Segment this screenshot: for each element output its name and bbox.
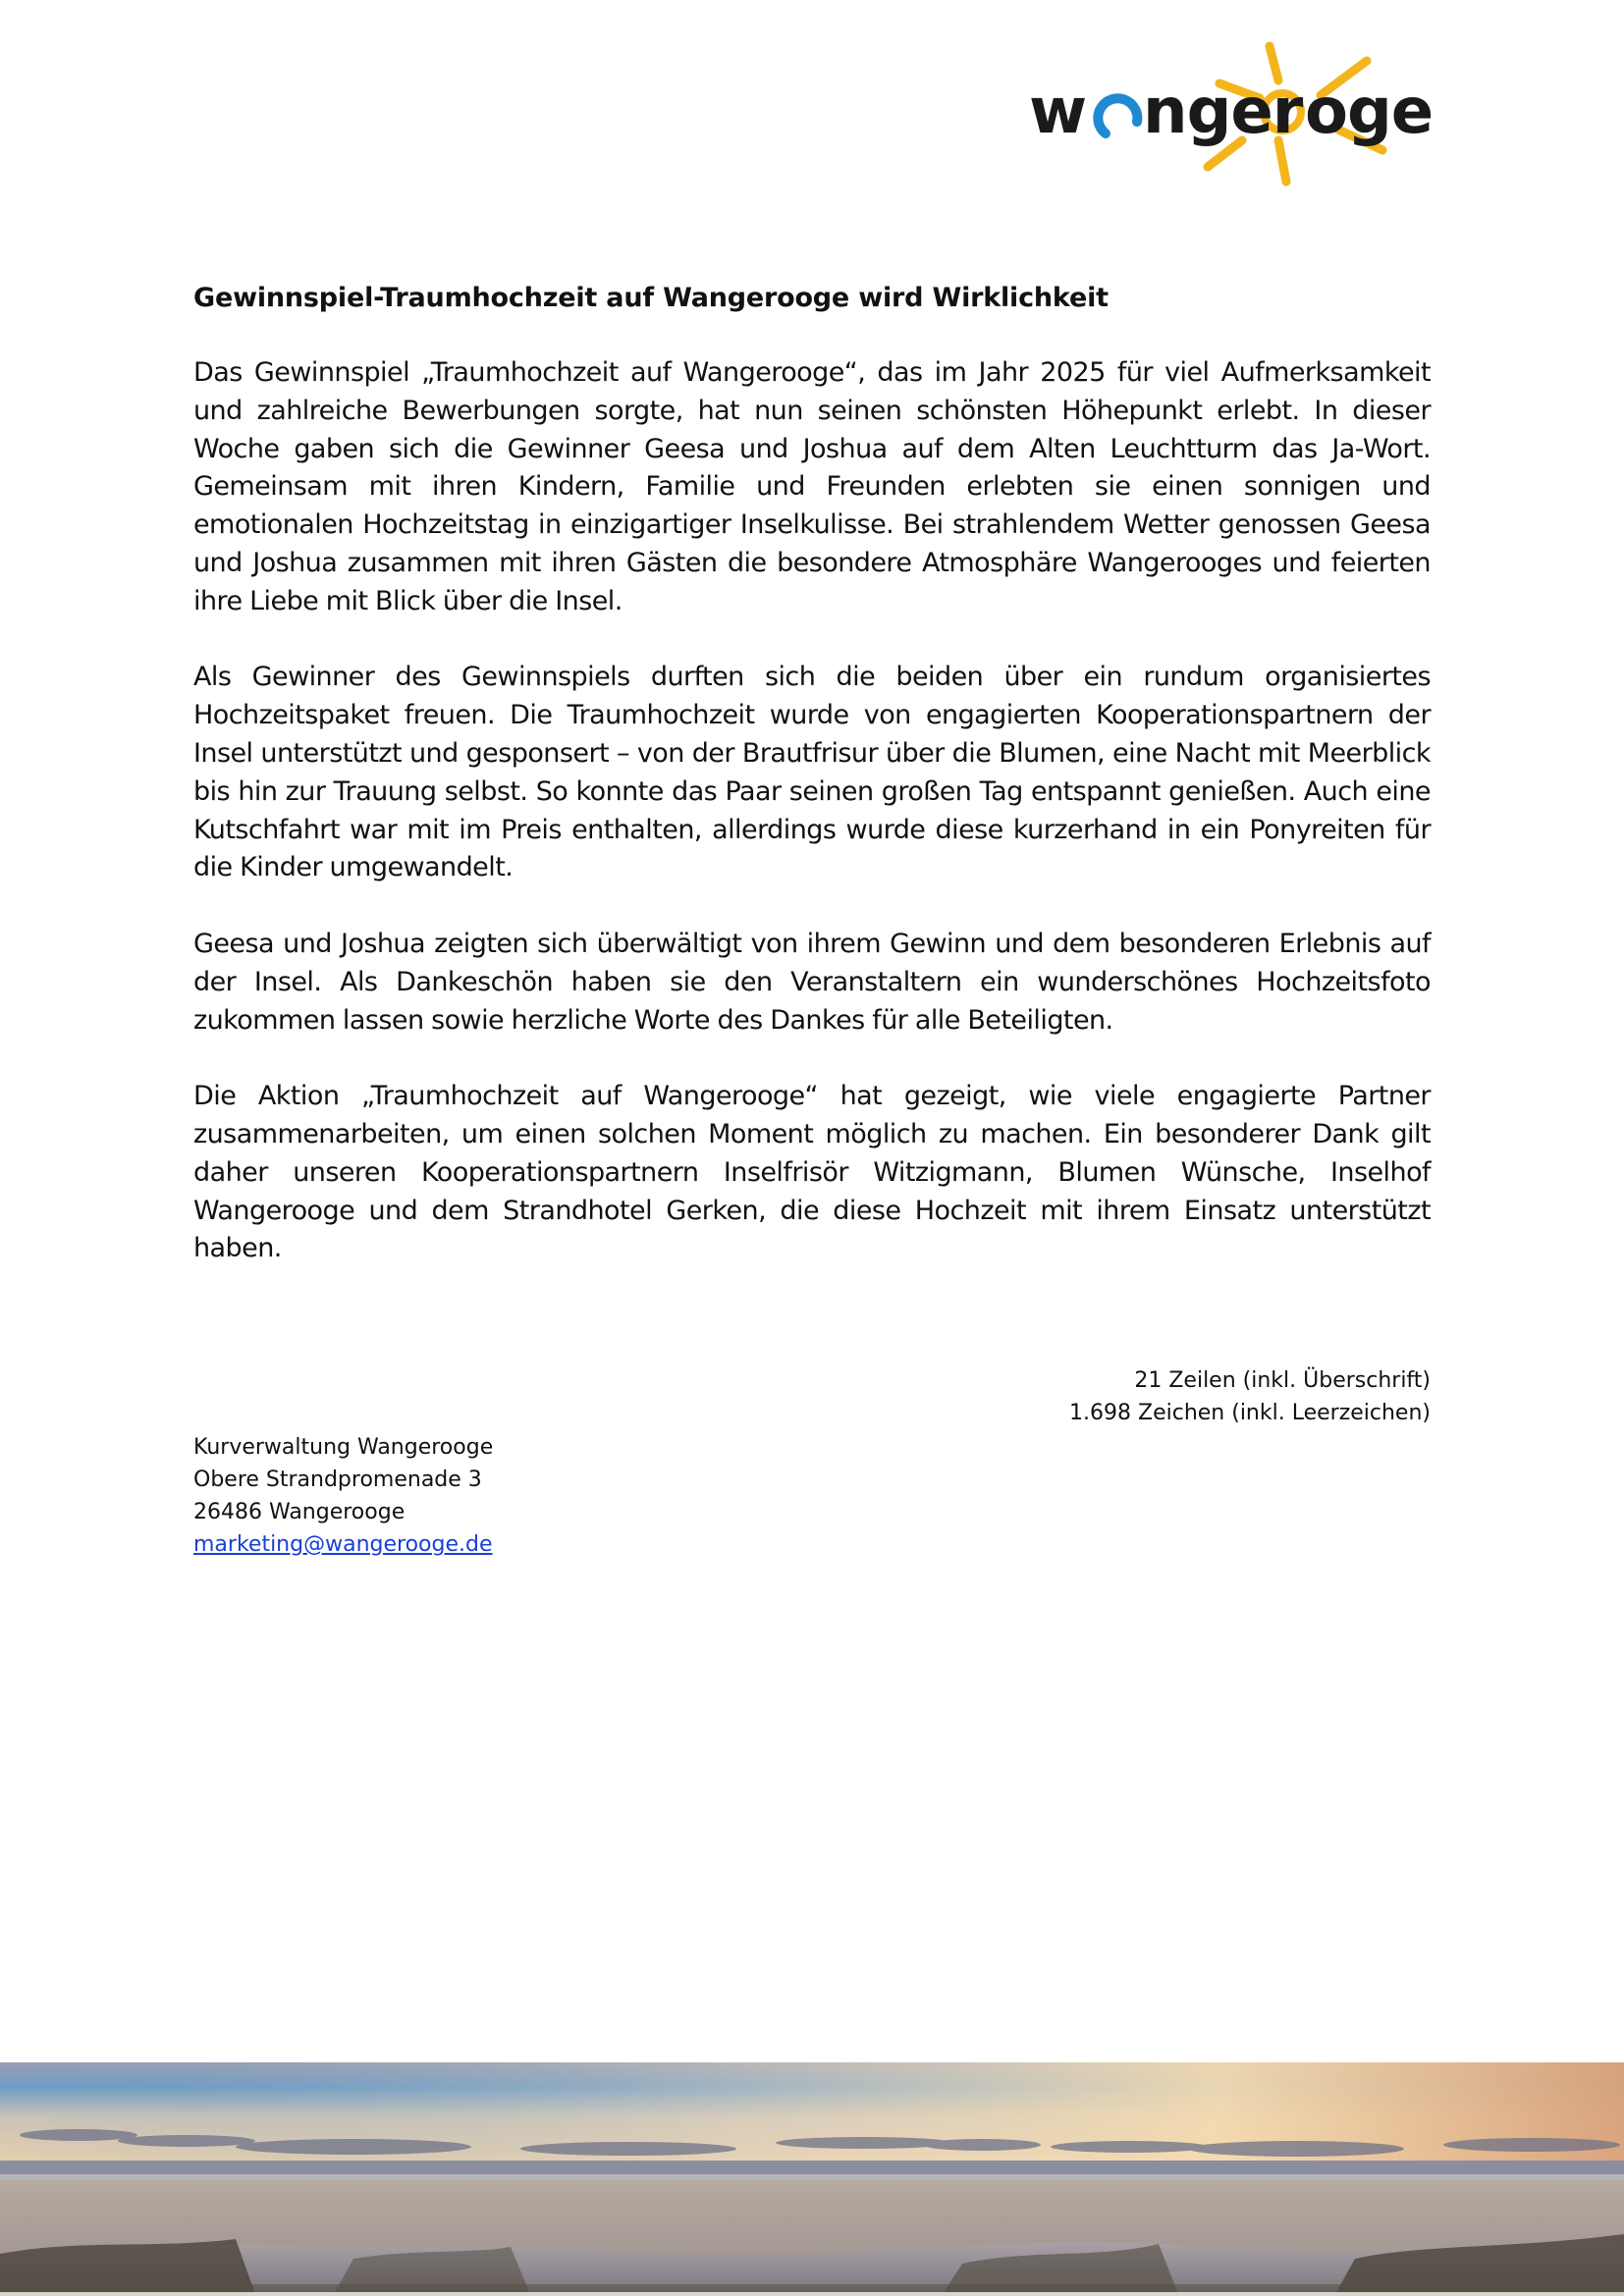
paragraph: Als Gewinner des Gewinnspiels durften sich die beiden über ein rundum organisiertes Hochzeitspaket freuen. Die Traumhochzeit wurde von engagierten Kooperationspartnern der Insel unterstützt und gesponsert – von der Brautfrisur über die Blumen, eine Nacht mit Meerblick bis hin zur Trauung selbst. So konnte das Paar seinen großen Tag entspannt genießen. Auch eine Kutschfahrt war mit im Preis enthalten, allerdings wurde diese kurzerhand in ein Ponyreiten für die Kinder umgewandelt. — [193, 662, 1431, 883]
organization-name: Kurverwaltung Wangerooge — [193, 1435, 494, 1460]
paragraph: Geesa und Joshua zeigten sich überwältigt von ihrem Gewinn und dem besonderen Erlebnis auf der Insel. Als Dankeschön haben sie den Veranstaltern ein wunderschönes Hochzeitsfoto zukommen lassen sowie herzliche Worte des Dankes für alle Beteiligten. — [193, 928, 1431, 1036]
banner-bottom-edge — [0, 2292, 1624, 2296]
sun-logo-icon — [1021, 29, 1443, 191]
contact-address — [193, 1431, 493, 1561]
paragraph: Die Aktion „Traumhochzeit auf Wangerooge“ hat gezeigt, wie viele engagierte Partner zusammenarbeiten, um einen solchen Moment möglich zu machen. Ein besonderer Dank gilt daher unseren Kooperationspartnern Inselfrisör Witzigmann, Blumen Wünsche, Inselhof Wangerooge und dem Strandhotel Gerken, die diese Hochzeit mit ihrem Einsatz unterstützt haben. — [193, 1081, 1431, 1264]
text-statistics — [1069, 1364, 1431, 1429]
beach-panorama-image — [0, 2062, 1624, 2294]
svg-text:w: w — [1029, 76, 1087, 148]
article — [193, 280, 1431, 1307]
wangerooge-logo — [1021, 29, 1443, 191]
postal-city: 26486 Wangerooge — [193, 1500, 406, 1524]
character-count: 1.698 Zeichen (inkl. Leerzeichen) — [1069, 1401, 1431, 1425]
svg-text:oge: oge — [1305, 76, 1434, 148]
street-address: Obere Strandpromenade 3 — [193, 1468, 482, 1492]
line-count: 21 Zeilen (inkl. Überschrift) — [1134, 1368, 1431, 1393]
svg-text:nger: nger — [1143, 76, 1303, 148]
headline: Gewinnspiel-Traumhochzeit auf Wangerooge wird Wirklichkeit — [193, 283, 1109, 313]
paragraph: Das Gewinnspiel „Traumhochzeit auf Wangerooge“, das im Jahr 2025 für viel Aufmerksamkeit und zahlreiche Bewerbungen sorgte, hat nun seinen schönsten Höhepunkt erlebt. In dieser Woche gaben sich die Gewinner Geesa und Joshua auf dem Alten Leuchtturm das Ja-Wort. Gemeinsam mit ihren Kindern, Familie und Freunden erlebten sie einen sonnigen und emotionalen Hochzeitstag in einzigartiger Inselkulisse. Bei strahlendem Wetter genossen Geesa und Joshua zusammen mit ihren Gästen die besondere Atmosphäre Wangerooges und feierten ihre Liebe mit Blick über die Insel. — [193, 357, 1431, 616]
email-link[interactable]: marketing@wangerooge.de — [193, 1532, 493, 1557]
beach-dunes-photo-icon — [0, 2062, 1624, 2294]
